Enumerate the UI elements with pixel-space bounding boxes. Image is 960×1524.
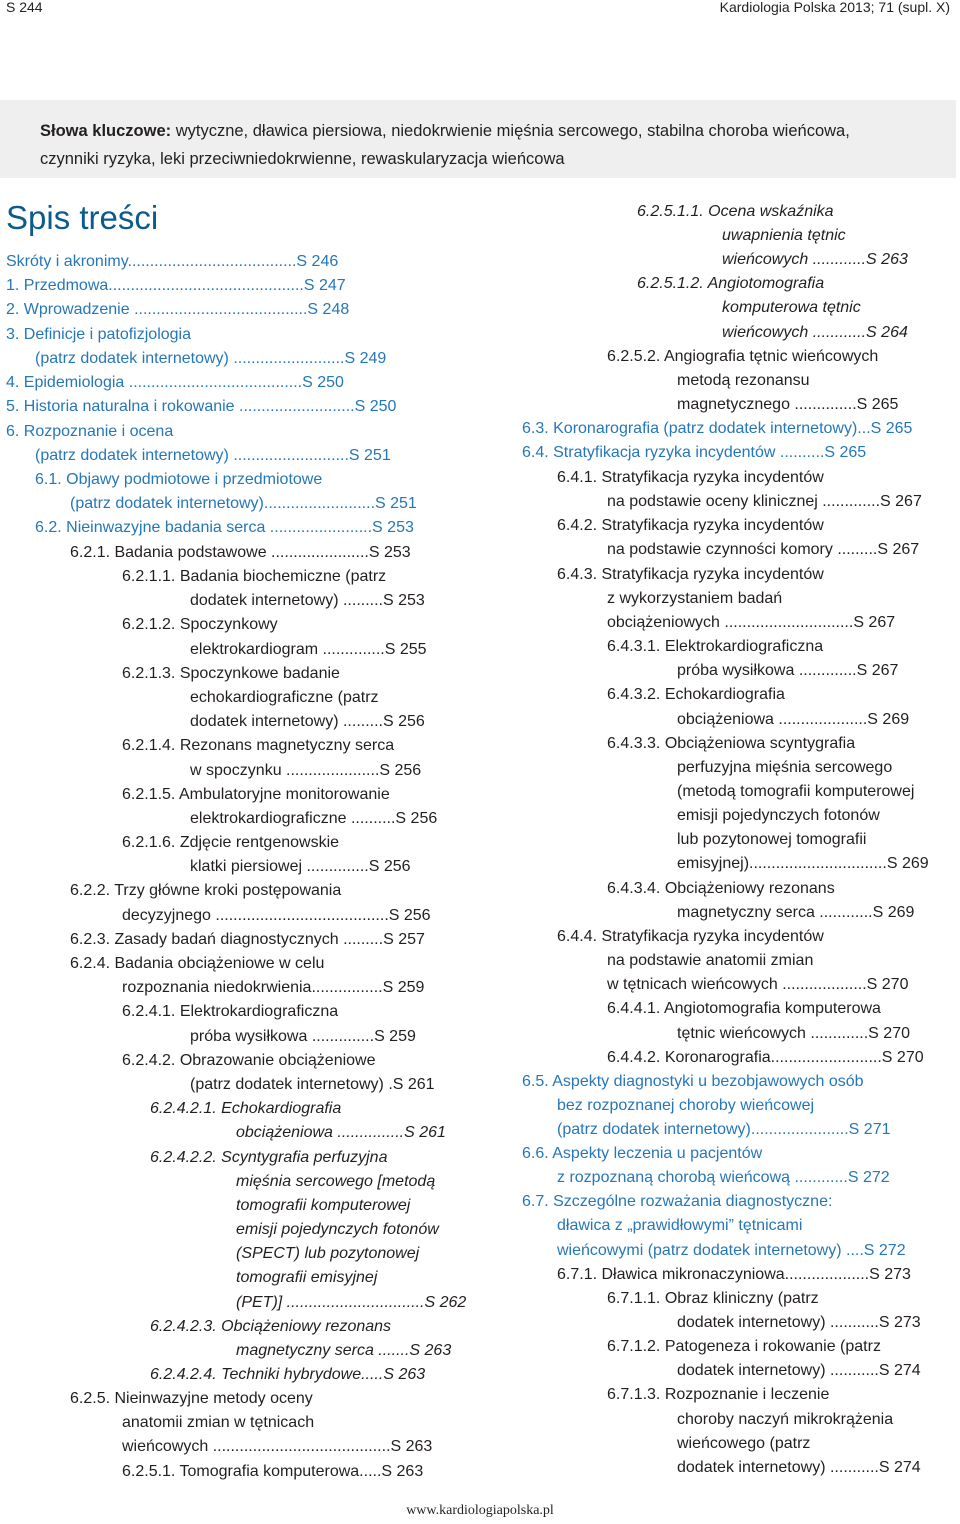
toc-entry-line: 6.2.1.2. Spoczynkowy	[122, 616, 278, 633]
toc-entry-line: 6.7.1.1. Obraz kliniczny (patrz	[607, 1290, 819, 1307]
toc-entry-line: 6.7.1.2. Patogeneza i rokowanie (patrz	[607, 1338, 881, 1355]
toc-entry-line: bez rozpoznanej choroby wieńcowej	[557, 1097, 815, 1114]
toc-entry-line: dodatek internetowy) .........S 256	[190, 713, 425, 730]
footer-url: www.kardiologiapolska.pl	[406, 1503, 554, 1518]
toc-entry-line: Skróty i akronimy......................................S 246	[6, 253, 339, 270]
toc-entry-line: metodą rezonansu	[677, 372, 810, 389]
toc-entry-line: 6.2.5. Nieinwazyjne metody oceny	[70, 1390, 313, 1407]
toc-entry-line: 6. Rozpoznanie i ocena	[6, 423, 174, 440]
toc-entry-line: na podstawie anatomii zmian	[607, 952, 814, 969]
toc-entry-line: dodatek internetowy) ...........S 274	[677, 1459, 921, 1476]
toc-entry-line: elektrokardiograficzne ..........S 256	[190, 810, 438, 827]
toc-entry-line: 6.4.3.3. Obciążeniowa scyntygrafia	[607, 735, 856, 752]
toc-entry-line: 6.7.1.3. Rozpoznanie i leczenie	[607, 1386, 830, 1403]
toc-entry-line: na podstawie czynności komory .........S 267	[607, 541, 920, 558]
toc-entry-line: 6.2.4.2.4. Techniki hybrydowe.....S 263	[150, 1366, 426, 1383]
toc-entry-line: 6.2.1.4. Rezonans magnetyczny serca	[122, 737, 395, 754]
toc-entry-line: 5. Historia naturalna i rokowanie ..........................S 250	[6, 398, 397, 415]
toc-entry-line: emisyjnej)...............................S 269	[677, 855, 929, 872]
toc-entry-line: (patrz dodatek internetowy) ..........................S 251	[35, 447, 391, 464]
toc-entry-line: anatomii zmian w tętnicach	[122, 1414, 315, 1431]
toc-entry-line: rozpoznania niedokrwienia................S 259	[122, 979, 425, 996]
toc-entry-line: 6.2.1.3. Spoczynkowe badanie	[122, 665, 340, 682]
toc-entry-line: (PET)] ...............................S 262	[236, 1294, 467, 1311]
toc-entry-line: lub pozytonowej tomografii	[677, 831, 867, 848]
toc-entry-line: 6.2. Nieinwazyjne badania serca .......................S 253	[35, 519, 414, 536]
toc-entry-line: (patrz dodatek internetowy)......................S 271	[557, 1121, 891, 1138]
toc-entry-line: próba wysiłkowa ..............S 259	[190, 1028, 416, 1045]
toc-entry-line: 6.2.3. Zasady badań diagnostycznych .........S 257	[70, 931, 425, 948]
toc-entry-line: 6.4.3.4. Obciążeniowy rezonans	[607, 880, 835, 897]
toc-entry-line: 6.2.4.2.3. Obciążeniowy rezonans	[150, 1318, 392, 1335]
toc-entry-line: choroby naczyń mikrokrążenia	[677, 1411, 894, 1428]
keywords-box	[0, 100, 956, 178]
toc-entry-line: na podstawie oceny klinicznej .............S 267	[607, 493, 922, 510]
toc-entry-line: mięśnia sercowego [metodą	[236, 1173, 436, 1190]
toc-entry-line: 6.2.4.1. Elektrokardiograficzna	[122, 1003, 339, 1020]
toc-entry-line: dławica z „prawidłowymi” tętnicami	[557, 1217, 803, 1234]
toc-entry-line: 6.1. Objawy podmiotowe i przedmiotowe	[35, 471, 323, 488]
toc-entry-line: echokardiograficzne (patrz	[190, 689, 379, 706]
toc-entry-line: z wykorzystaniem badań	[607, 590, 783, 607]
toc-entry-line: magnetyczny serca .......S 263	[236, 1342, 452, 1359]
keywords-label: Słowa kluczowe:	[40, 122, 172, 140]
toc-entry-line: emisji pojedynczych fotonów	[677, 807, 880, 824]
toc-entry-line: próba wysiłkowa .............S 267	[677, 662, 899, 679]
toc-entry-line: 6.5. Aspekty diagnostyki u bezobjawowych osób	[522, 1073, 864, 1090]
toc-entry-line: 4. Epidemiologia .......................................S 250	[6, 374, 344, 391]
toc-entry-line: 6.4.3.1. Elektrokardiograficzna	[607, 638, 824, 655]
toc-entry-line: 6.2.4. Badania obciążeniowe w celu	[70, 955, 325, 972]
toc-entry-line: 3. Definicje i patofizjologia	[6, 326, 191, 343]
toc-entry-line: obciążeniowa ....................S 269	[677, 711, 910, 728]
toc-entry-line: 6.7.1. Dławica mikronaczyniowa...................S 273	[557, 1266, 911, 1283]
toc-entry-line: perfuzyjna mięśnia sercowego	[677, 759, 893, 776]
keywords-text-1: wytyczne, dławica piersiowa, niedokrwienie mięśnia sercowego, stabilna choroba wieńcowa,	[171, 122, 850, 140]
toc-entry-line: 6.2.4.2.2. Scyntygrafia perfuzyjna	[150, 1149, 388, 1166]
journal-citation: Kardiologia Polska 2013; 71 (supl. X)	[719, 0, 950, 15]
toc-entry-line: 6.6. Aspekty leczenia u pacjentów	[522, 1145, 763, 1162]
toc-entry-line: (patrz dodatek internetowy) .S 261	[190, 1076, 435, 1093]
toc-entry-line: 6.2.5.1.1. Ocena wskaźnika	[637, 203, 834, 220]
toc-entry-line: 6.2.1.5. Ambulatoryjne monitorowanie	[122, 786, 390, 803]
toc-entry-line: (metodą tomografii komputerowej	[677, 783, 915, 800]
toc-entry-line: 6.7. Szczególne rozważania diagnostyczne:	[522, 1193, 833, 1210]
toc-entry-line: 2. Wprowadzenie .......................................S 248	[6, 301, 350, 318]
toc-entry-line: (patrz dodatek internetowy).........................S 251	[70, 495, 417, 512]
keywords-line-1	[40, 117, 946, 145]
toc-entry-line: dodatek internetowy) ...........S 274	[677, 1362, 921, 1379]
toc-entry-line: obciążeniowa ...............S 261	[236, 1124, 446, 1141]
toc-entry-line: emisji pojedynczych fotonów	[236, 1221, 439, 1238]
toc-entry-line: 6.2.1.6. Zdjęcie rentgenowskie	[122, 834, 340, 851]
toc-entry-line: dodatek internetowy) ...........S 273	[677, 1314, 921, 1331]
toc-entry-line: 6.4.3.2. Echokardiografia	[607, 686, 785, 703]
toc-entry-line: wieńcowego (patrz	[677, 1435, 811, 1452]
toc-entry-line: 6.4. Stratyfikacja ryzyka incydentów ..........S 265	[522, 444, 867, 461]
toc-entry-line: (patrz dodatek internetowy) .........................S 249	[35, 350, 387, 367]
page-header	[0, 0, 960, 22]
toc-entry-line: wieńcowych ........................................S 263	[122, 1438, 433, 1455]
toc-entry-line: 6.4.4.1. Angiotomografia komputerowa	[607, 1000, 881, 1017]
toc-entry-line: wieńcowych ............S 264	[722, 324, 908, 341]
toc-entry-line: elektrokardiogram ..............S 255	[190, 641, 427, 658]
toc-entry-line: 6.4.1. Stratyfikacja ryzyka incydentów	[557, 469, 824, 486]
toc-title: Spis treści	[6, 199, 159, 236]
toc-entry-line: 6.2.5.2. Angiografia tętnic wieńcowych	[607, 348, 879, 365]
toc-entry-line: 6.2.5.1.2. Angiotomografia	[637, 275, 825, 292]
keywords-line-2: czynniki ryzyka, leki przeciwniedokrwienne, rewaskularyzacja wieńcowa	[40, 150, 565, 168]
toc-entry-line: 6.4.4. Stratyfikacja ryzyka incydentów	[557, 928, 824, 945]
toc-entry-line: klatki piersiowej ..............S 256	[190, 858, 411, 875]
toc-entry-line: 1. Przedmowa............................................S 247	[6, 277, 346, 294]
toc-entry-line: 6.2.1.1. Badania biochemiczne (patrz	[122, 568, 387, 585]
toc-entry-line: uwapnienia tętnic	[722, 227, 846, 244]
toc-entry-line: magnetycznego ..............S 265	[677, 396, 899, 413]
toc-entry-line: 6.4.3. Stratyfikacja ryzyka incydentów	[557, 566, 824, 583]
toc-entry-line: w tętnicach wieńcowych ...................S 270	[607, 976, 909, 993]
toc-entry-line: wieńcowych ............S 263	[722, 251, 908, 268]
toc-entry-line: 6.2.2. Trzy główne kroki postępowania	[70, 882, 342, 899]
toc-entry-line: (SPECT) lub pozytonowej	[236, 1245, 420, 1262]
toc-entry-line: 6.4.4.2. Koronarografia.........................S 270	[607, 1049, 924, 1066]
page-number: S 244	[6, 0, 43, 15]
toc-entry-line: 6.2.4.2. Obrazowanie obciążeniowe	[122, 1052, 376, 1069]
toc-entry-line: wieńcowymi (patrz dodatek internetowy) ....S 272	[557, 1242, 906, 1259]
toc-entry-line: tomografii emisyjnej	[236, 1269, 378, 1286]
toc-entry-line: dodatek internetowy) .........S 253	[190, 592, 425, 609]
toc-entry-line: decyzyjnego .......................................S 256	[122, 907, 431, 924]
toc-entry-line: magnetyczny serca ............S 269	[677, 904, 915, 921]
toc-entry-line: 6.2.1. Badania podstawowe ......................S 253	[70, 544, 411, 561]
toc-entry-line: 6.3. Koronarografia (patrz dodatek internetowy)...S 265	[522, 420, 913, 437]
toc-entry-line: 6.2.5.1. Tomografia komputerowa.....S 263	[122, 1463, 424, 1480]
toc-entry-line: tętnic wieńcowych .............S 270	[677, 1025, 910, 1042]
toc-entry-line: tomografii komputerowej	[236, 1197, 411, 1214]
toc-entry-line: w spoczynku .....................S 256	[190, 762, 422, 779]
toc-entry-line: z rozpoznaną chorobą wieńcową ............S 272	[557, 1169, 890, 1186]
toc-entry-line: 6.2.4.2.1. Echokardiografia	[150, 1100, 342, 1117]
toc-entry-line: obciążeniowych .............................S 267	[607, 614, 896, 631]
toc-entry-line: komputerowa tętnic	[722, 299, 861, 316]
toc-entry-line: 6.4.2. Stratyfikacja ryzyka incydentów	[557, 517, 824, 534]
